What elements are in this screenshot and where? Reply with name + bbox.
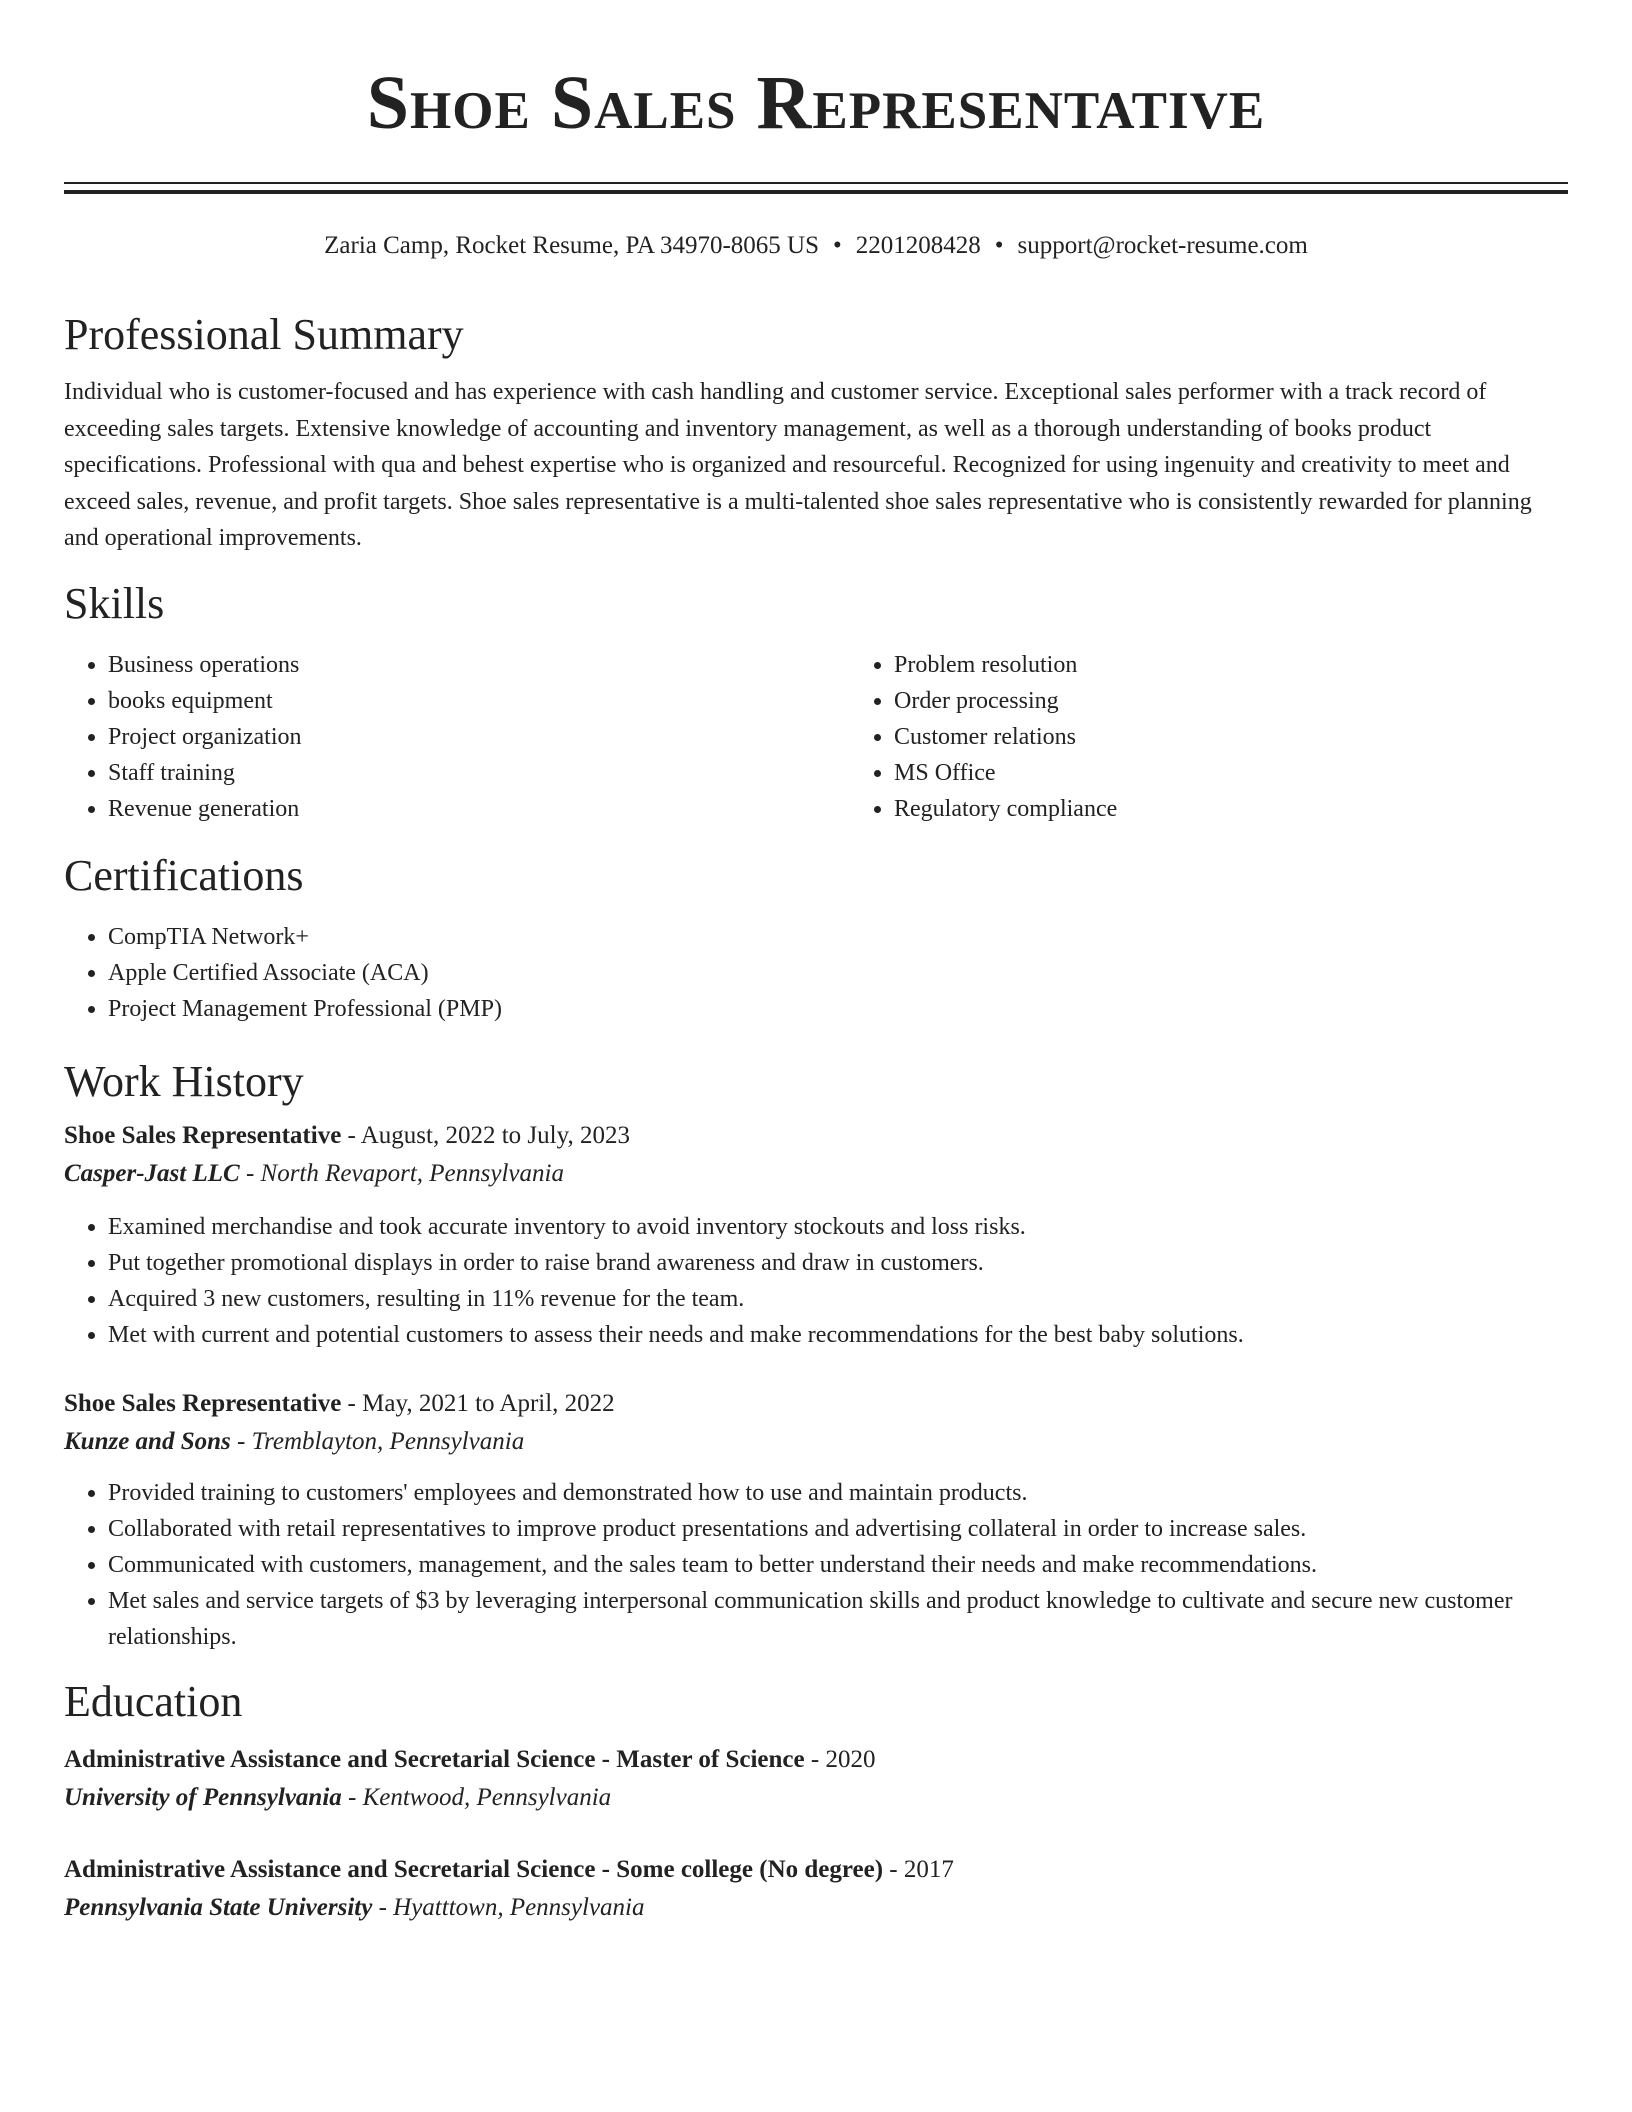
job-company: Kunze and Sons [64,1427,231,1455]
job-bullet: • Acquired 3 new customers, resulting in 11% revenue for the team. [108,1281,1568,1317]
job-bullet: • Met sales and service targets of $3 by leveraging interpersonal communication skills and product knowledge to cultivate and secure new customer relationships. [108,1583,1568,1655]
title-divider [64,182,1568,194]
job-dates: May, 2021 to April, 2022 [362,1389,615,1417]
skill-item: • MS Office [894,755,1632,791]
job-dates: August, 2022 to July, 2023 [360,1121,630,1149]
contact-phone: 2201208428 [855,232,981,259]
education-entry [64,1741,1568,1817]
certification-item: • CompTIA Network+ [108,919,1568,955]
job-location: North Revaport, Pennsylvania [260,1159,564,1187]
education-separator: - [372,1893,394,1921]
job-separator: - [239,1159,261,1187]
skill-item: • Order processing [894,683,1632,719]
job-location: Tremblayton, Pennsylvania [251,1427,525,1455]
education-separator: - [341,1783,363,1811]
job-separator: - [230,1427,252,1455]
job-bullet: • Put together promotional displays in order to raise brand awareness and draw in customers. [108,1245,1568,1281]
skill-item: • Business operations [108,647,850,683]
job-separator: - [341,1121,361,1149]
skill-item: • Revenue generation [108,791,850,827]
contact-address: Zaria Camp, Rocket Resume, PA 34970-8065 US [324,232,820,259]
work-history-heading: Work History [64,1056,304,1106]
job-title-line [64,1117,1568,1155]
skills-right-list [850,647,1632,827]
education-location: Hyatttown, Pennsylvania [393,1893,645,1921]
education-heading: Education [64,1676,243,1726]
job-separator: - [341,1389,363,1417]
certification-item: • Apple Certified Associate (ACA) [108,955,1568,991]
education-school: University of Pennsylvania [64,1783,342,1811]
education-degree: Administrative Assistance and Secretarial Science - Some college (No degree) [64,1855,884,1883]
job-company: Casper-Jast LLC [64,1159,240,1187]
contact-email: support@rocket-resume.com [1017,232,1308,259]
job-company-line [64,1423,1568,1461]
job-bullets [64,1475,1568,1655]
contact-line [64,230,1568,262]
skill-item: • Customer relations [894,719,1632,755]
education-school-line [64,1889,1568,1927]
job-bullet: • Collaborated with retail representatives to improve product presentations and advertising collateral in order to increase sales. [108,1511,1568,1547]
education-separator: - [883,1855,904,1883]
education-year: 2017 [903,1855,954,1883]
education-school-line [64,1779,1568,1817]
skills-columns [64,647,1568,827]
skills-heading: Skills [64,578,165,628]
certifications-heading: Certifications [64,850,304,900]
skill-item: • Staff training [108,755,850,791]
job-title-line [64,1385,1568,1423]
contact-separator: • [994,232,1004,259]
job-bullet: • Met with current and potential customers to assess their needs and make recommendations for the best baby solutions. [108,1317,1568,1353]
skill-item: • Problem resolution [894,647,1632,683]
job-bullet: • Provided training to customers' employees and demonstrated how to use and maintain products. [108,1475,1568,1511]
job-entry [64,1385,1568,1655]
skill-item: • Project organization [108,719,850,755]
skills-left-list [64,647,850,827]
education-degree: Administrative Assistance and Secretarial Science - Master of Science [64,1745,805,1773]
job-title: Shoe Sales Representative [64,1389,342,1417]
job-bullets [64,1209,1568,1353]
job-bullet: • Examined merchandise and took accurate inventory to avoid inventory stockouts and loss risks. [108,1209,1568,1245]
certification-item: • Project Management Professional (PMP) [108,991,1568,1027]
job-entry [64,1117,1568,1353]
education-year: 2020 [825,1745,876,1773]
summary-text: Individual who is customer-focused and has experience with cash handling and customer service. Exceptional sales performer with a track record of exceeding sales targets. Extensive knowledge of accounting and inventory management, as well as a thorough understanding of books product specifications. Professional with qua and behest expertise who is organized and resourceful. Recognized for using ingenuity and creativity to meet and exceed sales, revenue, and profit targets. Shoe sales representative is a multi-talented shoe sales representative who is consistently rewarded for planning and operational improvements. [64,379,1532,551]
education-separator: - [804,1745,826,1773]
education-degree-line [64,1741,1568,1779]
education-degree-line [64,1851,1568,1889]
summary-heading: Professional Summary [64,310,464,359]
certifications-list [64,919,1568,1027]
divider-thick-line [64,190,1568,194]
resume-title: Shoe Sales Representative [366,61,1266,145]
job-title: Shoe Sales Representative [64,1121,342,1149]
skill-item: • books equipment [108,683,850,719]
skill-item: • Regulatory compliance [894,791,1632,827]
contact-separator: • [833,232,842,259]
education-location: Kentwood, Pennsylvania [362,1783,612,1811]
job-bullet: • Communicated with customers, management, and the sales team to better understand their needs and make recommendations. [108,1547,1568,1583]
education-entry [64,1851,1568,1927]
divider-thin-line [64,182,1568,184]
education-school: Pennsylvania State University [64,1893,373,1921]
job-company-line [64,1155,1568,1193]
